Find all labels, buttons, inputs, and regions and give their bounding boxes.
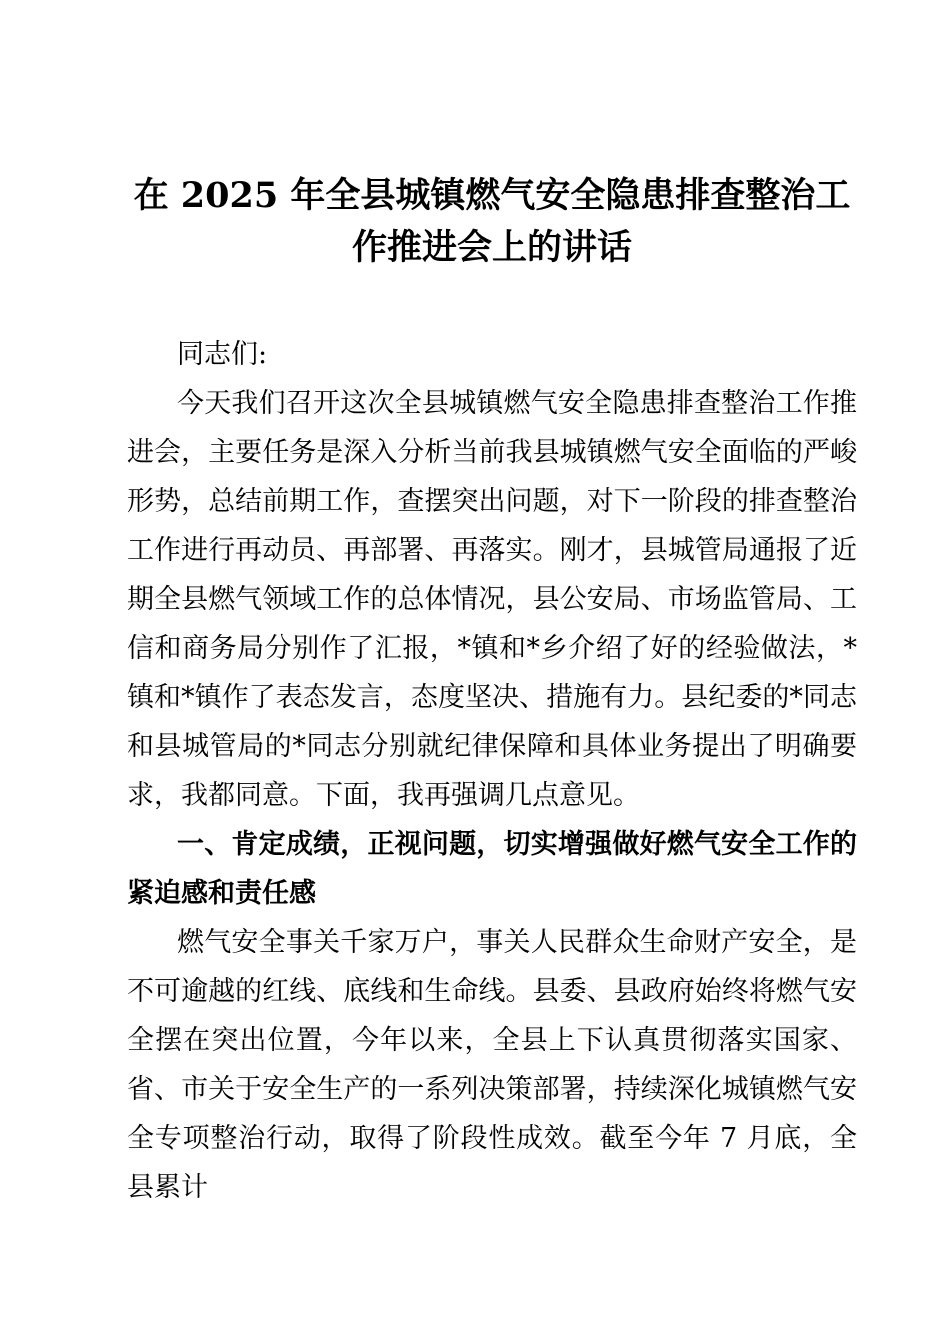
paragraph-achievements: 燃气安全事关千家万户，事关人民群众生命财产安全，是不可逾越的红线、底线和生命线。县委、县政府始终将燃气安全摆在突出位置，今年以来，全县上下认真贯彻落实国家、省、市关于安全生产的一系列决策部署，持续深化城镇燃气安全专项整治行动，取得了阶段性成效。截至今年 7 月底，全县累计 [127,927,857,1203]
section-heading-1: 一、肯定成绩，正视问题，切实增强做好燃气安全工作的紧迫感和责任感 [127,829,857,909]
document-body [127,330,857,1212]
document-title: 在 2025 年全县城镇燃气安全隐患排查整治工作推进会上的讲话 [133,175,851,268]
salutation: 同志们: [177,339,268,370]
paragraph-opening: 今天我们召开这次全县城镇燃气安全隐患排查整治工作推进会，主要任务是深入分析当前我县城镇燃气安全面临的严峻形势，总结前期工作，查摆突出问题，对下一阶段的排查整治工作进行再动员、再部署、再落实。刚才，县城管局通报了近期全县燃气领域工作的总体情况，县公安局、市场监管局、工信和商务局分别作了汇报，*镇和*乡介绍了好的经验做法，*镇和*镇作了表态发言，态度坚决、措施有力。县纪委的*同志和县城管局的*同志分别就纪律保障和具体业务提出了明确要求，我都同意。下面，我再强调几点意见。 [127,388,857,811]
